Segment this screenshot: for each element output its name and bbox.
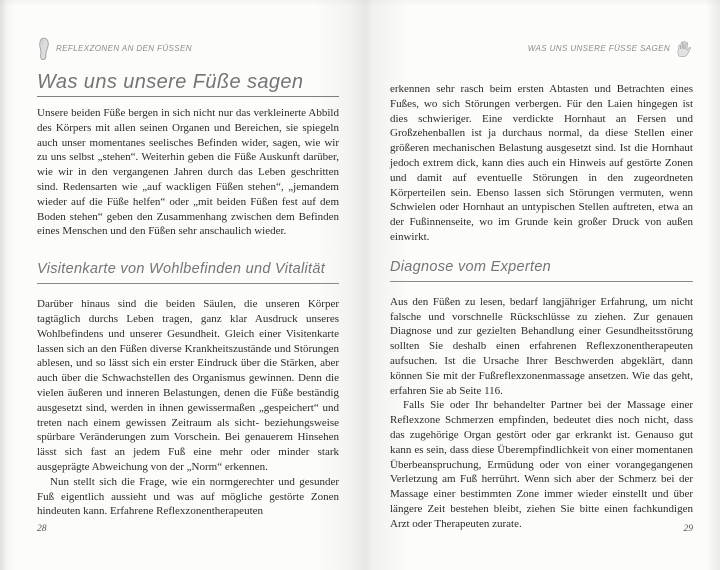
chapter-title: Was uns unsere Füße sagen — [37, 72, 339, 97]
right-paragraph-3: Falls Sie oder Ihr behandelter Partner bei der Massage einer Reflexzone Schmerzen empfinden, bedeutet dies noch nicht, dass das zugehörige Organ gestört oder gar erkrankt ist. Genauso gut kann es sein, dass diese Überempfindlichkeit von einer momentanen Überbeanspruchung, Ermüdung oder von einer vorangegangenen Verletzung am Fuß herrührt. Wenn sich aber der Schmerz bei der Massage einer bestimmten Zone immer wieder einstellt und über längere Zeit bestehen bleibt, ziehen Sie bitte einen fachkundigen Arzt oder Therapeuten zurate. — [390, 399, 693, 530]
page-number-left: 28 — [37, 524, 47, 534]
right-page — [390, 36, 693, 532]
right-running-header — [390, 36, 693, 62]
left-running-header — [37, 36, 339, 62]
left-paragraph-1: Unsere beiden Füße bergen in sich nicht nur das verkleinerte Abbild des Körpers mit allen seinen Organen und Bereichen, sie spiegeln auch unser momentanes seelisches Befinden wider, sagen, wie wir zu uns selbst „stehen“. Weiterhin geben die Füße Auskunft darüber, wie wir in den vergangenen Jahren durch das Leben geschritten sind. Redensarten wie „auf wackligen Füßen stehen“, „jemandem wieder auf die Füße helfen“ oder „mit beiden Füßen fest auf dem Boden stehen“ geben den Zusammenhang zwischen dem Befinden eines Menschen und den Füßen sehr anschaulich wieder. — [37, 107, 339, 238]
left-paragraph-2: Darüber hinaus sind die beiden Säulen, die unseren Körper tagtäglich durchs Leben tragen, ganz klar Ausdruck unseres Wohlbefindens und unserer Gesundheit. Gleich einer Visitenkarte lassen sich an den Füßen diverse Krankheitszustände und Störungen ablesen, und so lässt sich ein erster Eindruck über die Stärken, aber auch über die Schwachstellen des Organismus gewinnen. Denn die vielen äußeren und inneren Belastungen, denen die Füße beständig ausgesetzt sind, werden in ihnen gewissermaßen „gespeichert“ und treten nach einem gewissen Zeitraum als sicht- beziehungsweise spürbare Veränderungen zum Vorschein. Bei genauerem Hinsehen lässt sich fast an jedem Fuß eine mehr oder minder stark ausgeprägte Abweichung von der „Norm“ erkennen. — [37, 298, 339, 473]
left-running-header-label: REFLEXZONEN AN DEN FÜSSEN — [56, 43, 192, 53]
left-paragraph-3: Nun stellt sich die Frage, wie ein normgerechter und gesunder Fuß eigentlich aussieht und was auf mögliche gestörte Zonen hindeuten kann. Erfahrene Reflexzonentherapeuten — [37, 475, 339, 518]
right-paragraph-2: Aus den Füßen zu lesen, bedarf langjähriger Erfahrung, um nicht falsche und vorschnelle Rückschlüsse zu ziehen. Zur genauen Diagnose und zur gezielten Behandlung einer Gesundheitsstörung sollten Sie deshalb einen erfahrenen Reflexzonentherapeuten aufsuchen. Ist die Ursache Ihrer Beschwerden abgeklärt, dann können Sie mit der Fußreflexzonenmassage ansetzen. Wie das geht, erfahren Sie ab Seite 116. — [390, 295, 693, 397]
hand-icon — [675, 39, 694, 59]
section-heading-diagnose: Diagnose vom Experten — [390, 259, 693, 282]
foot-icon — [37, 37, 50, 61]
left-page — [37, 36, 339, 519]
right-paragraph-1: erkennen sehr rasch beim ersten Abtasten und Betrachten eines Fußes, wo sich Störungen verbergen. Für den Laien hingegen ist dies schwieriger. Eine verdickte Hornhaut an Fersen und Großzehenballen ist ja durchaus normal, da diese Stellen einer größeren mechanischen Belastung ausgesetzt sind. Ist die Hornhaut jedoch extrem dick, kann dies auch ein Hinweis auf gestörte Zonen und damit auf eventuelle Störungen in den zugeordneten Körperteilen sein. Ebenso lassen sich Störungen vermuten, wenn Schwielen oder Hornhaut an untypischen Stellen auftreten, etwa an der Fußinnenseite, wo im Grunde kein großer Druck von außen einwirkt. — [390, 83, 693, 243]
page-number-right: 29 — [683, 524, 693, 534]
right-running-header-label: WAS UNS UNSERE FÜSSE SAGEN — [527, 43, 670, 53]
section-heading-visitenkarte: Visitenkarte von Wohlbefinden und Vitalität — [37, 261, 339, 284]
